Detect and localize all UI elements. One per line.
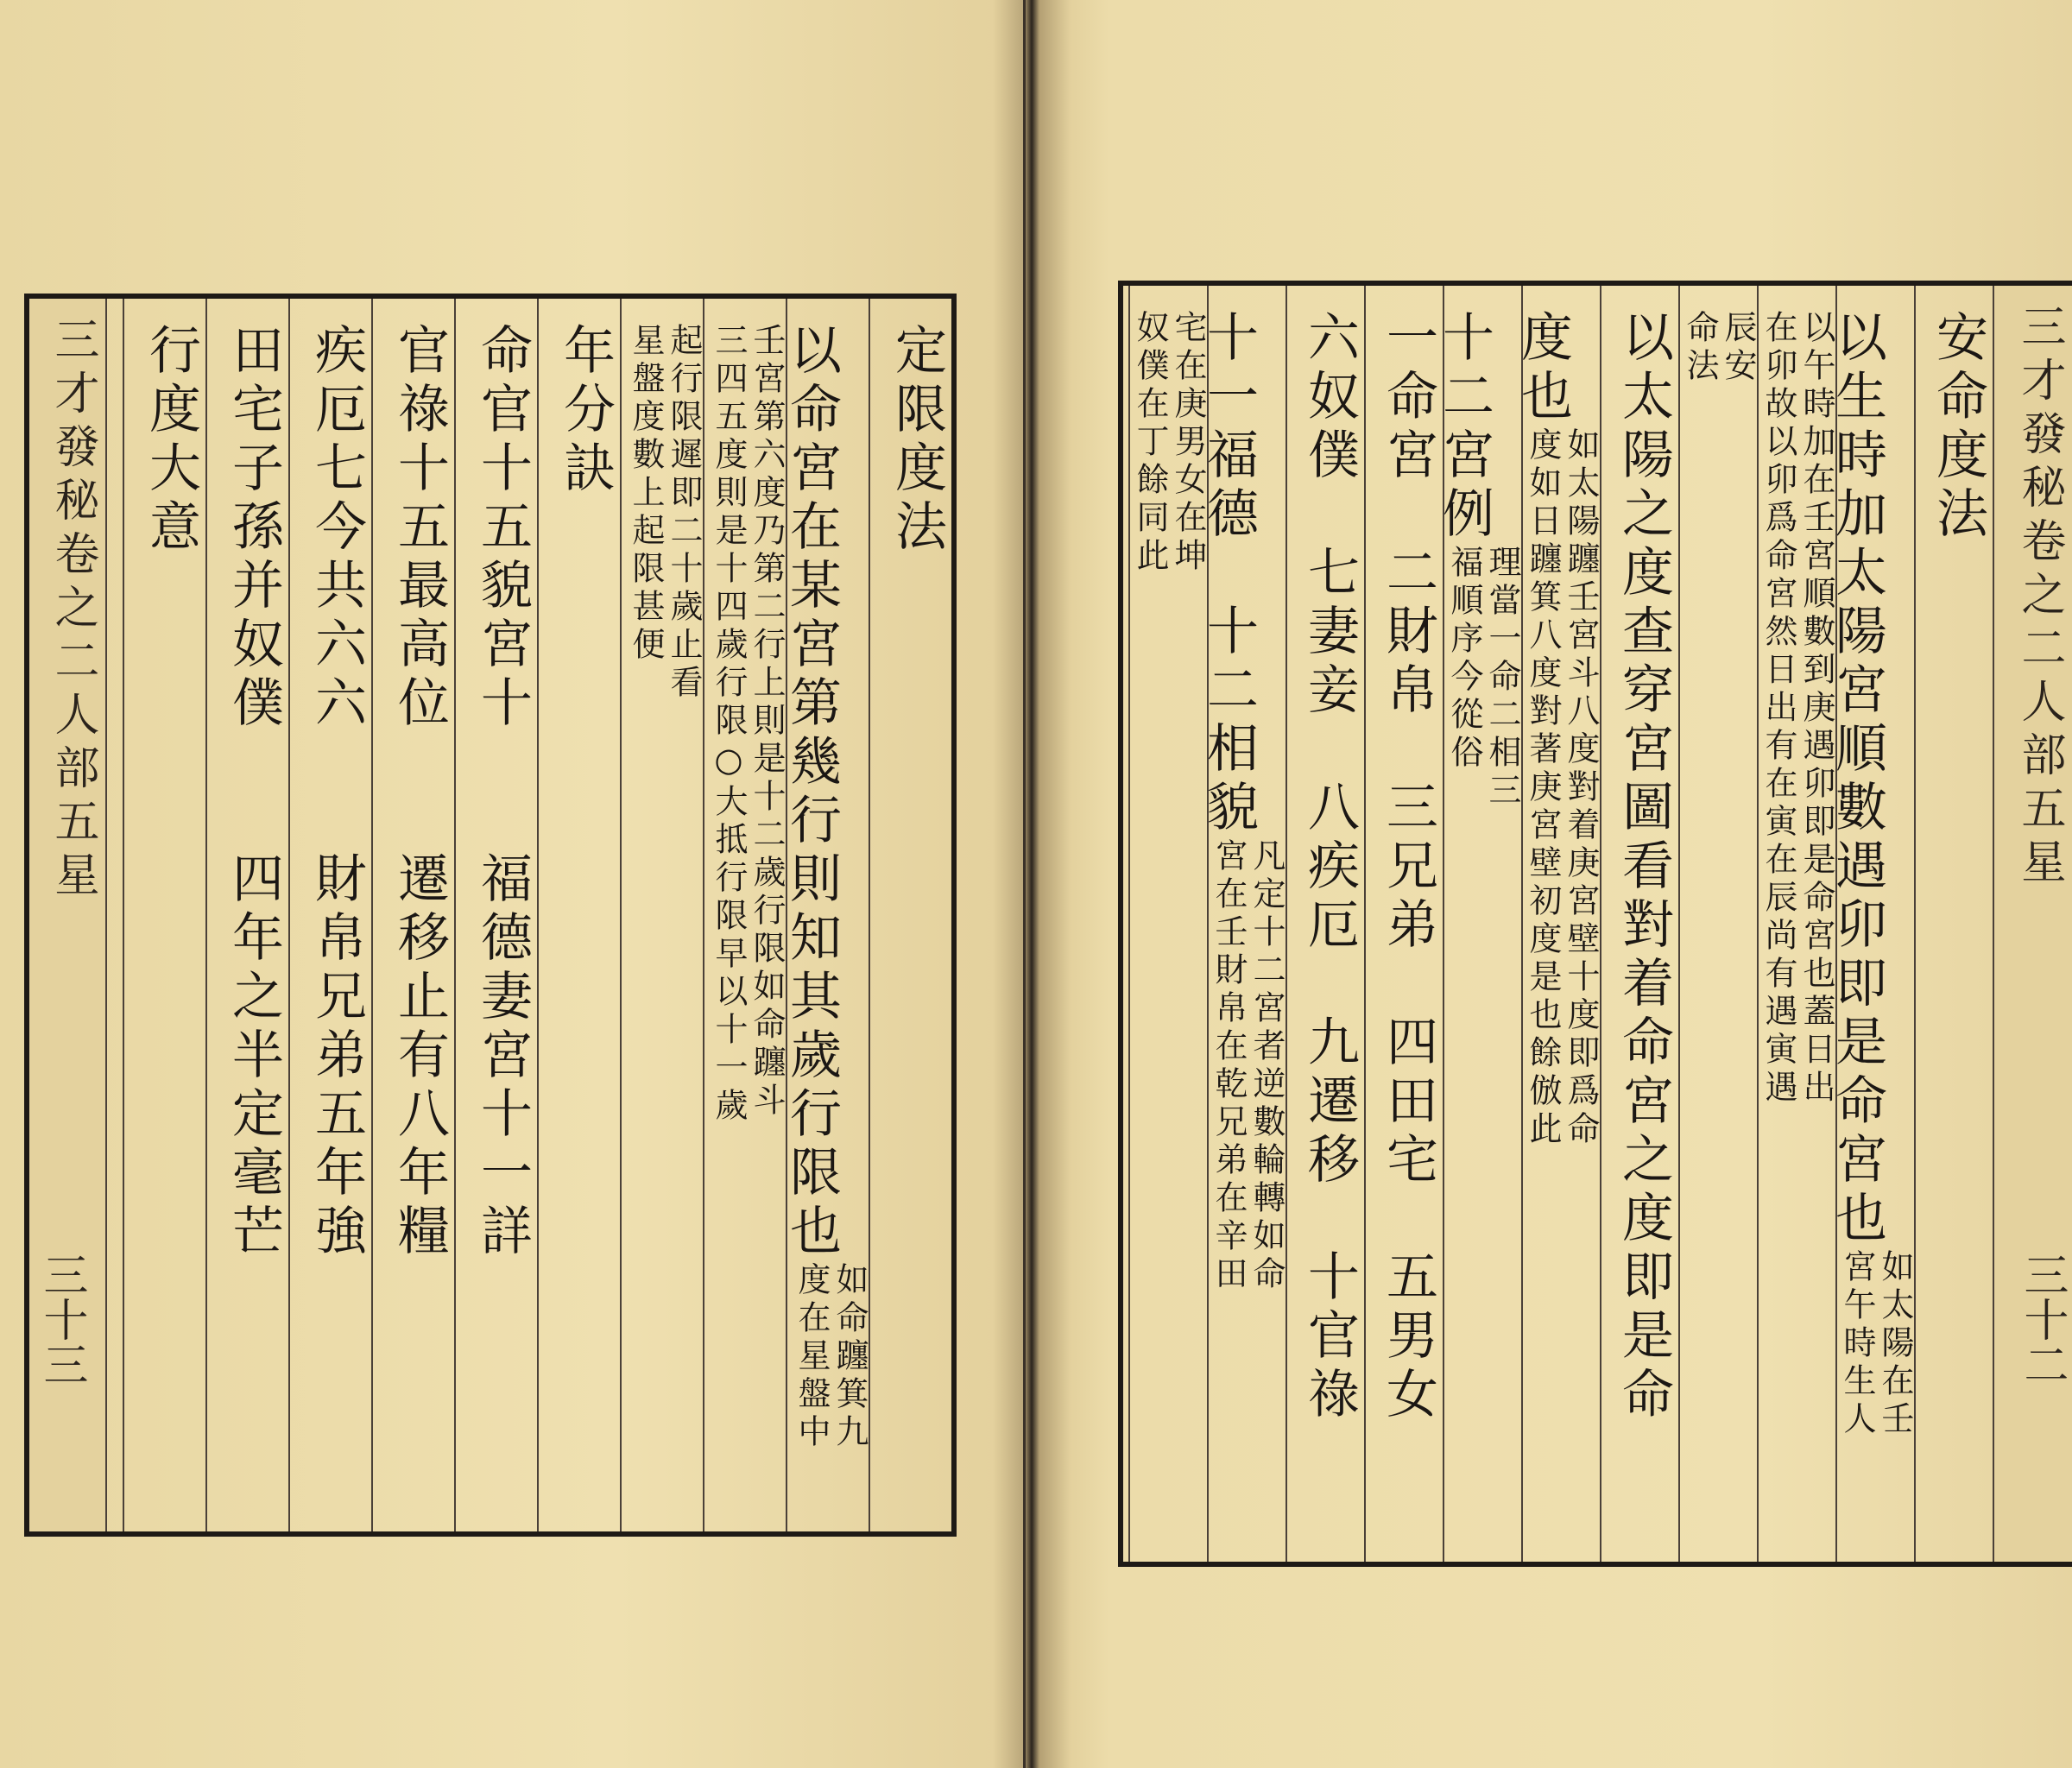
annotation-line: 如太陽在壬 [1876,1249,1914,1439]
text-column [1600,286,1678,1562]
text-column [1364,286,1443,1562]
left-text-frame [24,294,957,1537]
annotation-line: 奴僕在丁餘同此 [1131,310,1169,576]
column-text: 疾厄七今共六六 財帛兄弟五年強 [306,323,367,1262]
annotation-line: 宮在壬財帛在乾兄弟在辛田 [1210,838,1248,1294]
text-column [1827,286,1914,1562]
book-gutter [993,0,1071,1768]
annotation-line: 三四五度則是十四歲行限○大抵行限早以十一歲 [710,323,748,1126]
text-column [1678,286,1757,1562]
text-column [205,299,288,1531]
column-text: 行度大意 [141,323,201,558]
annotation-line: 在卯故以卯爲命宮然日出有在寅在辰尚有遇寅遇 [1759,310,1797,1108]
annotation-line: 理當一命二相三 [1483,545,1521,811]
annotation-line: 度在星盤中 [793,1262,831,1452]
annotation-line: 凡定十二宮者逆數輪轉如命 [1248,838,1286,1294]
right-page [1026,0,2072,1768]
column-text: 安命度法 [1928,310,1988,545]
column-text: 六奴僕 七妻妾 八疾厄 九遷移 十官祿 [1299,310,1360,1425]
text-column [620,299,703,1531]
text-column [869,299,951,1531]
left-spine-label: 三才發秘卷之二人部五星 [29,299,107,1531]
text-column [1757,286,1835,1562]
annotation-line: 命法 [1681,310,1719,386]
annotation-line: 宅在庚男女在坤 [1169,310,1207,576]
text-column [1434,286,1521,1562]
annotation-line: 壬宮第六度乃第二行上則是十二歲行限如命躔斗 [748,323,786,1121]
annotation-line: 辰安 [1719,310,1757,386]
column-text: 官祿十五最高位 遷移止有八年糧 [389,323,450,1262]
text-column [1128,286,1207,1562]
column-text: 十一福德 十二相貌 [1198,310,1259,838]
annotation-line: 度如日躔箕八度對著庚宮壁初度是也餘倣此 [1524,427,1562,1149]
annotation-line: 福順序今從俗 [1445,545,1483,773]
column-text: 以太陽之度查穿宮圖看對着命宮之度即是命 [1614,310,1674,1425]
column-text: 一命宮 二財帛 三兄弟 四田宅 五男女 [1378,310,1438,1425]
column-text: 以生時加太陽宮順數遇卯即是命宮也 [1827,310,1887,1249]
text-column [1198,286,1286,1562]
right-spine-label: 三才發秘卷之二人部五星 [1993,286,2072,1562]
text-column [703,299,786,1531]
text-column [781,299,869,1531]
right-page-number: 三十二 [2016,1252,2068,1386]
annotation-line: 如太陽躔壬宮斗八度對着庚宮壁十度即爲命 [1562,427,1600,1149]
column-text: 年分訣 [555,323,616,499]
column-text: 田宅子孫并奴僕 四年之半定毫芒 [224,323,284,1262]
column-text: 命官十五貌宮十 福德妻宮十一詳 [472,323,533,1262]
annotation-line: 起行限遲即二十歲止看 [665,323,703,703]
text-column [123,299,205,1531]
left-page [0,0,1023,1768]
text-column [288,299,371,1531]
text-column [1914,286,1993,1562]
annotation-line: 如命躔箕九 [831,1262,869,1452]
text-column [371,299,454,1531]
left-page-number: 三十三 [35,1252,87,1386]
text-column [537,299,620,1531]
annotation-line: 星盤度數上起限甚便 [627,323,665,665]
text-column [454,299,537,1531]
annotation-line: 以午時加在壬宮順數到庚遇卯即是命宮也蓋日出 [1797,310,1835,1108]
column-text: 以命宮在某宮第幾行則知其歲行限也 [781,323,842,1262]
column-text: 度也 [1513,310,1573,427]
text-column [1513,286,1600,1562]
annotation-line: 宮午時生人 [1838,1249,1876,1439]
right-text-frame [1118,281,2072,1567]
text-column [1286,286,1364,1562]
column-text: 定限度法 [887,323,947,558]
column-text: 十二宮例 [1434,310,1494,545]
